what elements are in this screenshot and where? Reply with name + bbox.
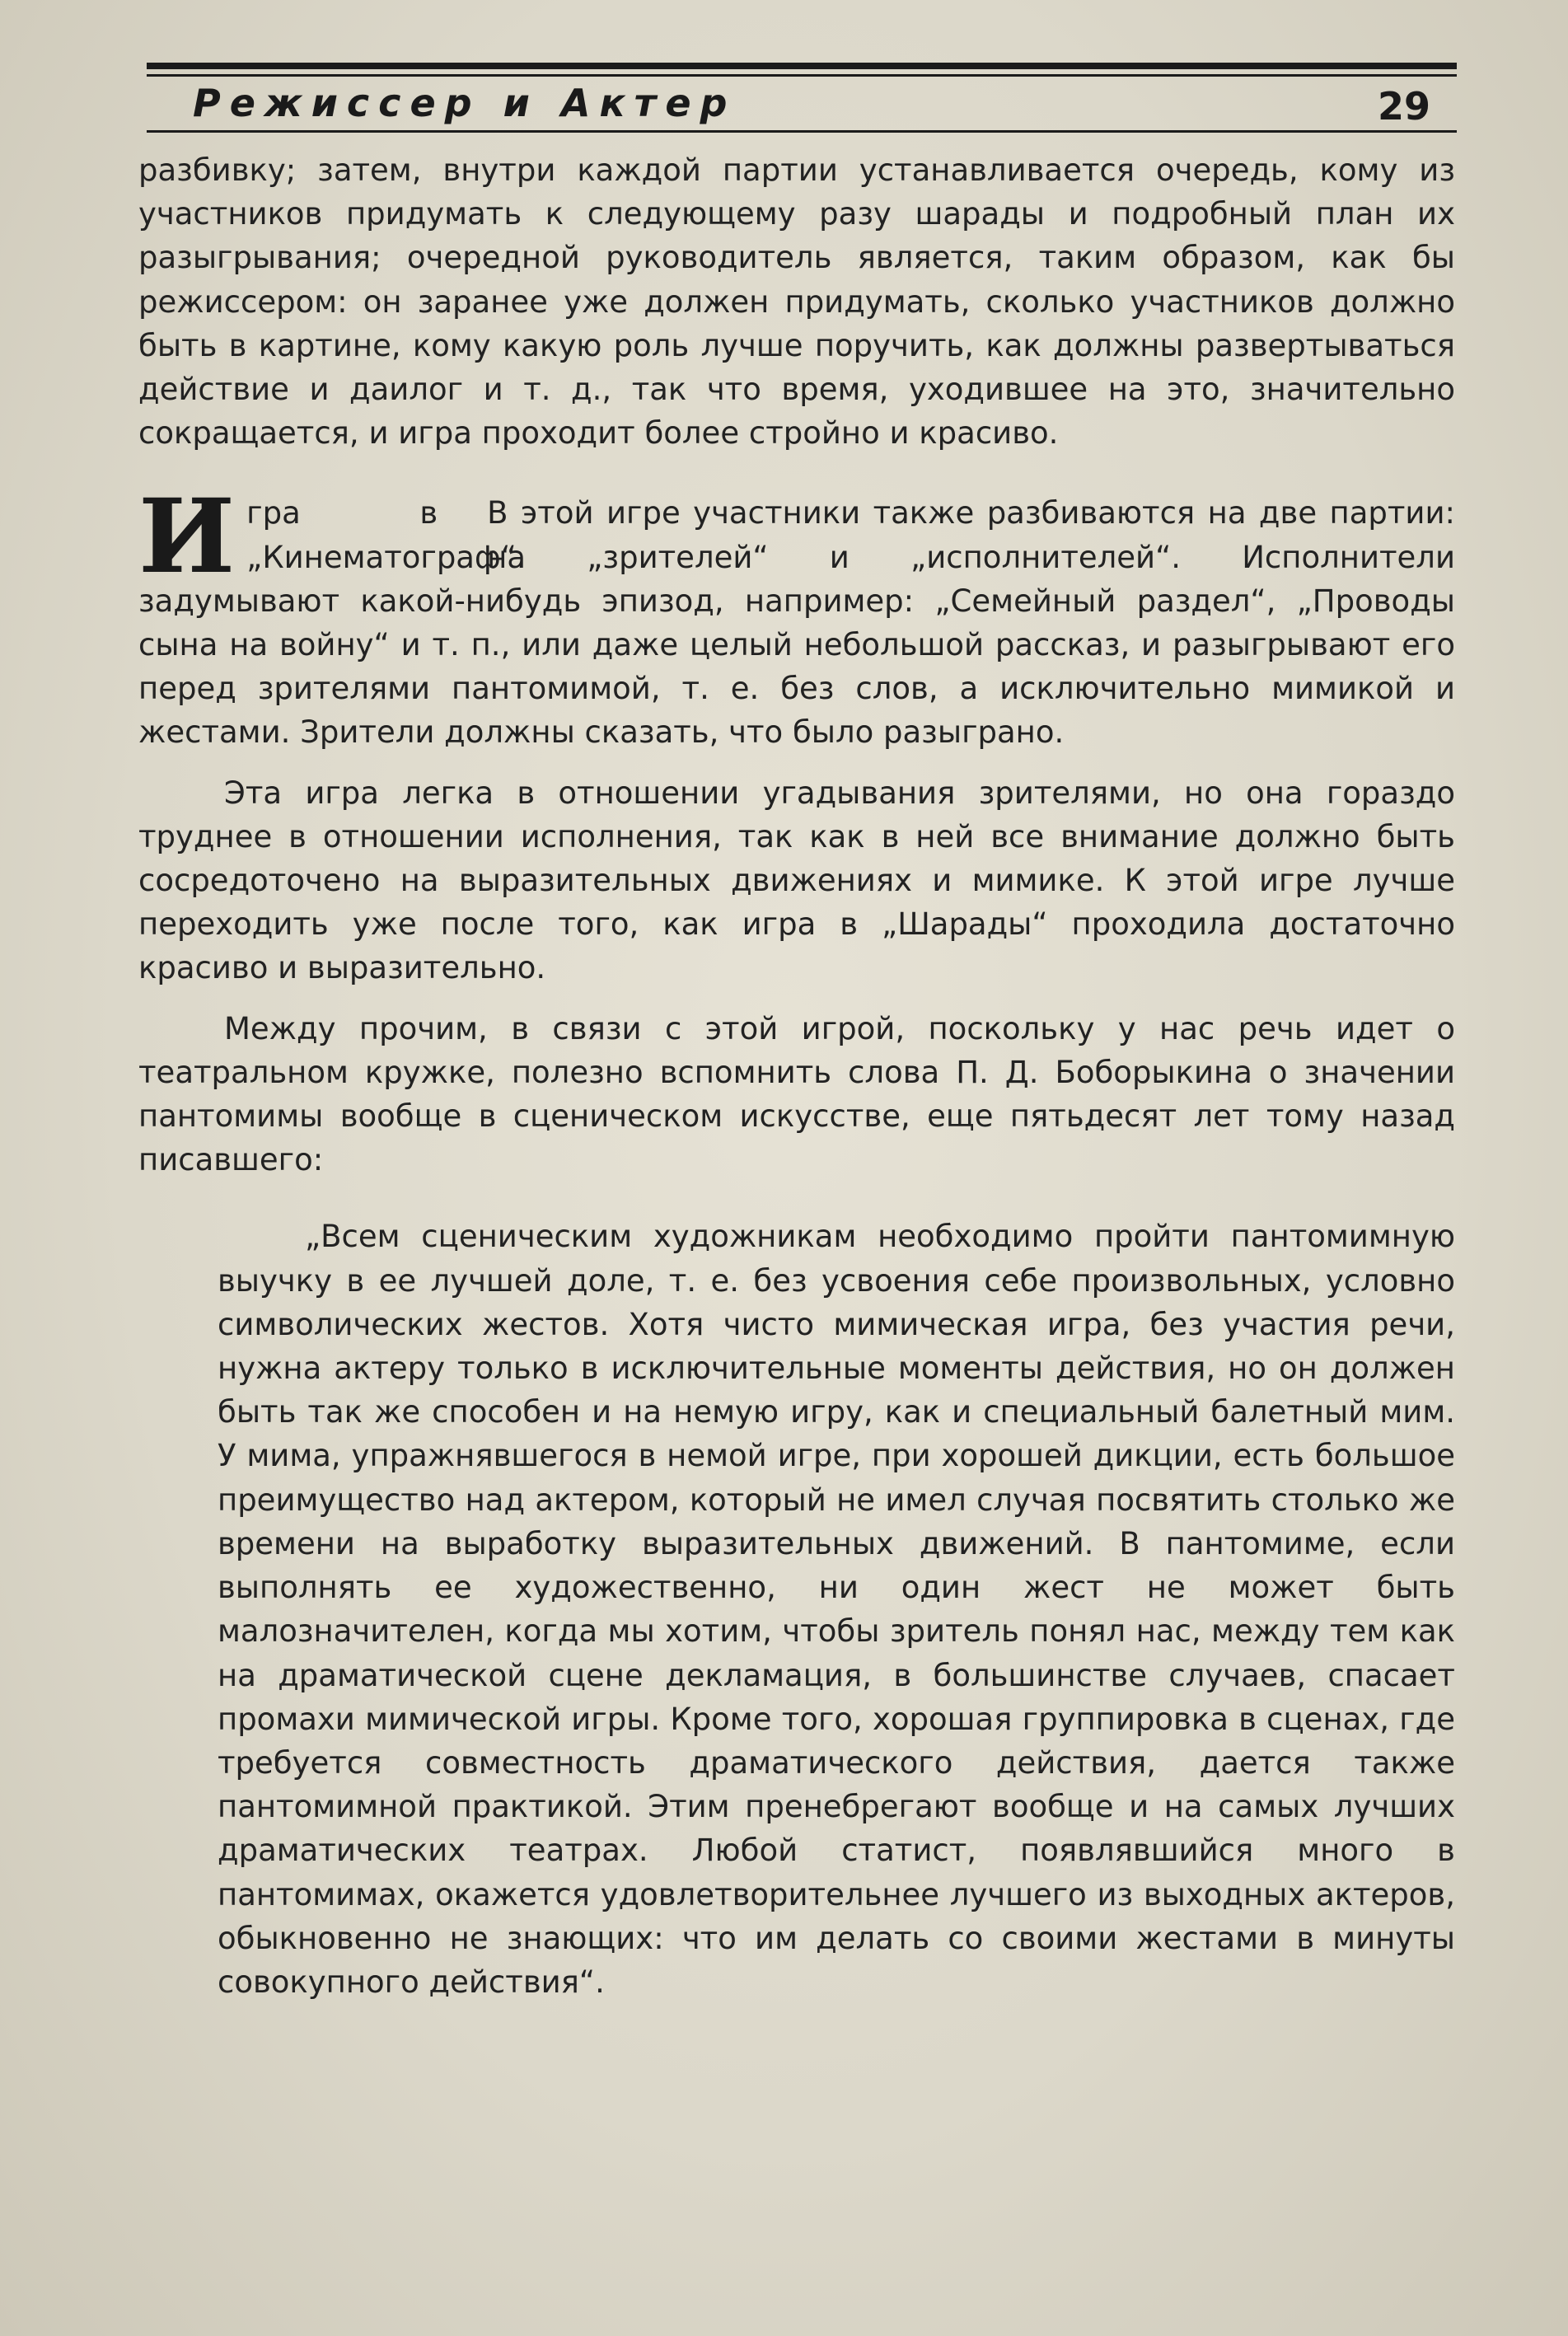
page-header [147,63,1457,137]
block-quote: „Всем сценическим художникам необходимо пройти пантомимную выучку в ее лучшей доле, т. е. без усвоения себе произвольных, условно символических жестов. Хотя чисто мимическая игра, без участия речи, нужна актеру только в исключительные моменты действия, но он должен быть так же способен и на немую игру, как и специальный балетный мим. У мима, упражнявшегося в немой игре, при хорошей дикции, есть большое преимущество над актером, который не имел случая посвятить столько же времени на выработку выразительных движений. В пантомиме, если выполнять ее художественно, ни один жест не может быть малозначителен, когда мы хотим, чтобы зритель понял нас, между тем как на драматической сцене декламация, в большинстве случаев, спасает промахи мимической игры. Кроме того, хорошая группировка в сценах, где требуется совместность драматического действия, дается также пантомимной практикой. Этим пренебрегают вообще и на самых лучших драматических театрах. Любой статист, появлявшийся много в пантомимах, окажется удовлетворительнее лучшего из выходных актеров, обыкновенно не знающих: что им делать со своими жестами в минуты совокупного действия“. [218,1219,1455,2000]
header-rule-thick [147,63,1457,69]
drop-cap: И [138,477,236,597]
header-rule-thin [147,74,1457,77]
section-cinematograph [138,477,1455,754]
paragraph-difficulty: Эта игра легка в отношении угадывания зрителями, но она гораздо труднее в отношении исполнения, так как в ней все внимание должно быть сосредоточено на выразительных движениях и мимике. К этой игре лучше переходить уже после того, как игра в „Шарады“ проходила достаточно красиво и выразительно. [138,775,1455,986]
page-body [138,148,1455,2004]
running-title: Режиссер и Актер [193,81,737,125]
paragraph-boborykin: Между прочим, в связи с этой игрой, поскольку у нас речь идет о театральном кружке, полезно вспомнить слова П. Д. Боборыкина о значении пантомимы вообще в сценическом искусстве, еще пятьдесят лет тому назад писавшего: [138,1010,1455,1178]
section-heading: гра в „Кинематограф“. [246,495,527,575]
page-number: 29 [1377,84,1430,129]
header-rule-bottom [147,130,1457,133]
paragraph-continuation: разбивку; затем, внутри каждой партии устанавливается очередь, кому из участников придумать к следующему разу шарады и подробный план их разыгрывания; очередной руководитель является, таким образом, как бы режиссером: он заранее уже должен придумать, сколько участников должно быть в картине, кому какую роль лучше поручить, как должны развертываться действие и даилог и т. д., так что время, уходившее на это, значительно сокращается, и игра проходит более стройно и красиво. [138,152,1455,452]
section-paragraph: В этой игре участники также разбиваются на две партии: на „зрителей“ и „исполнителей“. Исполнители задумывают какой-нибудь эпизод, например: „Семейный раздел“, „Проводы сына на войну“ и т. п., или даже целый небольшой рассказ, и разыгрывают его перед зрителями пантомимой, т. е. без слов, а исключительно мимикой и жестами. Зрители должны сказать, что было разыграно. [138,495,1455,751]
